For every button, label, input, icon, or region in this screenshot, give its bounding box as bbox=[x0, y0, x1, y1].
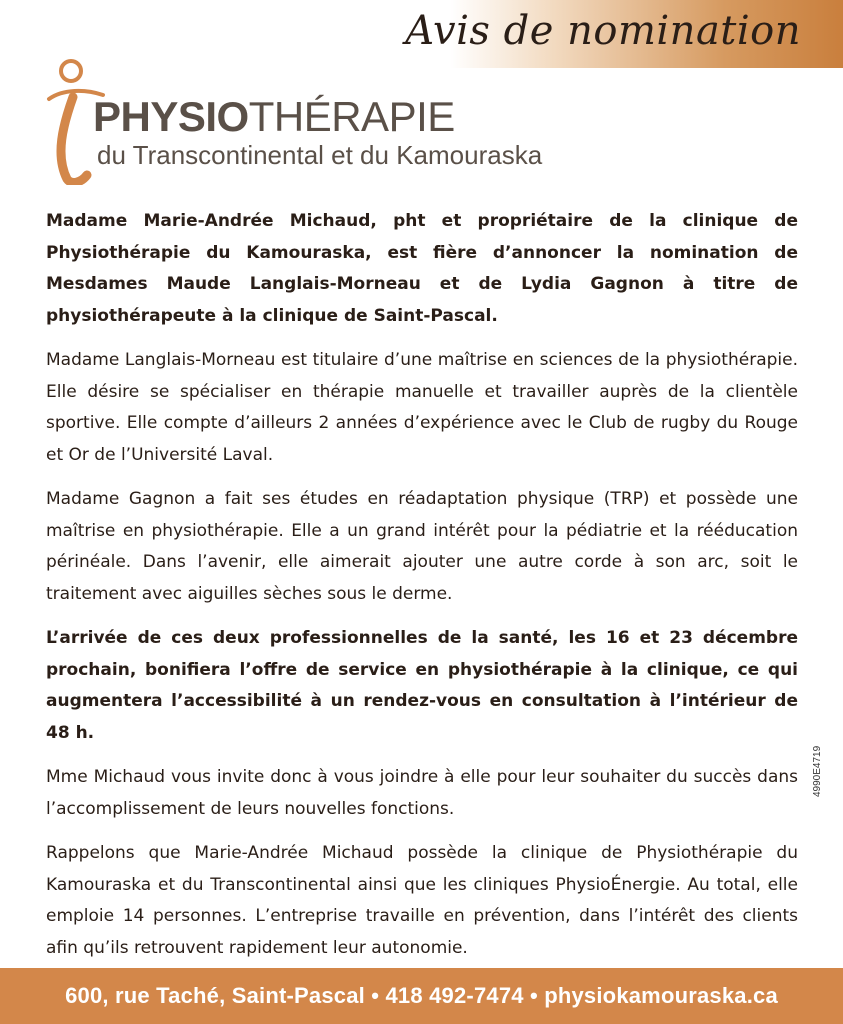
logo-subtitle: du Transcontinental et du Kamouraska bbox=[97, 140, 543, 170]
logo-word-bold: PHYSIO bbox=[93, 93, 249, 140]
paragraph-langlais: Madame Langlais-Morneau est titulaire d’une maîtrise en sciences de la physiothérapie. Elle désire se spécialiser en thérapie manuelle et travailler auprès de la clientèle sportive. Elle compte d’ailleurs 2 années d’expérience avec le Club de rugby du Rouge et Or de l’Université Laval. bbox=[46, 350, 798, 465]
footer-bar bbox=[0, 968, 843, 1024]
paragraph-reminder: Rappelons que Marie-Andrée Michaud possède la clinique de Physiothérapie du Kamouraska et du Transcontinental ainsi que les cliniques PhysioÉnergie. Au total, elle emploie 14 personnes. L’entreprise travaille en prévention, dans l’intérêt des clients afin qu’ils retrouvent rapidement leur autonomie. bbox=[46, 843, 798, 958]
paragraph-invitation: Mme Michaud vous invite donc à vous joindre à elle pour leur souhaiter du succès dans l’accomplissement de leurs nouvelles fonctions. bbox=[46, 767, 798, 819]
paragraph-arrival: L’arrivée de ces deux professionnelles de la santé, les 16 et 23 décembre prochain, bonifiera l’offre de service en physiothérapie à la clinique, ce qui augmentera l’accessibilité à un rendez-vous en consultation à l’intérieur de 48 h. bbox=[46, 628, 798, 743]
article-body bbox=[46, 206, 798, 977]
footer-contact: 600, rue Taché, Saint-Pascal • 418 492-7474 • physiokamouraska.ca bbox=[65, 983, 778, 1008]
logo-word-light: THÉRAPIE bbox=[248, 93, 455, 140]
header-banner bbox=[405, 0, 843, 68]
clinic-logo bbox=[45, 55, 543, 185]
page-title: Avis de nomination bbox=[405, 8, 801, 54]
paragraph-gagnon: Madame Gagnon a fait ses études en réadaptation physique (TRP) et possède une maîtrise en physiothérapie. Elle a un grand intérêt pour la pédiatrie et la rééducation périnéale. Dans l’avenir, elle aimerait ajouter une autre corde à son arc, soit le traitement avec aiguilles sèches sous le derme. bbox=[46, 489, 798, 604]
paragraph-intro: Madame Marie-Andrée Michaud, pht et propriétaire de la clinique de Physiothérapie du Kamouraska, est fière d’annoncer la nomination de Mesdames Maude Langlais-Morneau et de Lydia Gagnon à titre de physiothérapeute à la clinique de Saint-Pascal. bbox=[46, 211, 798, 326]
ad-code: 4990E4719 bbox=[812, 745, 823, 797]
logo-wordmark bbox=[93, 93, 455, 141]
